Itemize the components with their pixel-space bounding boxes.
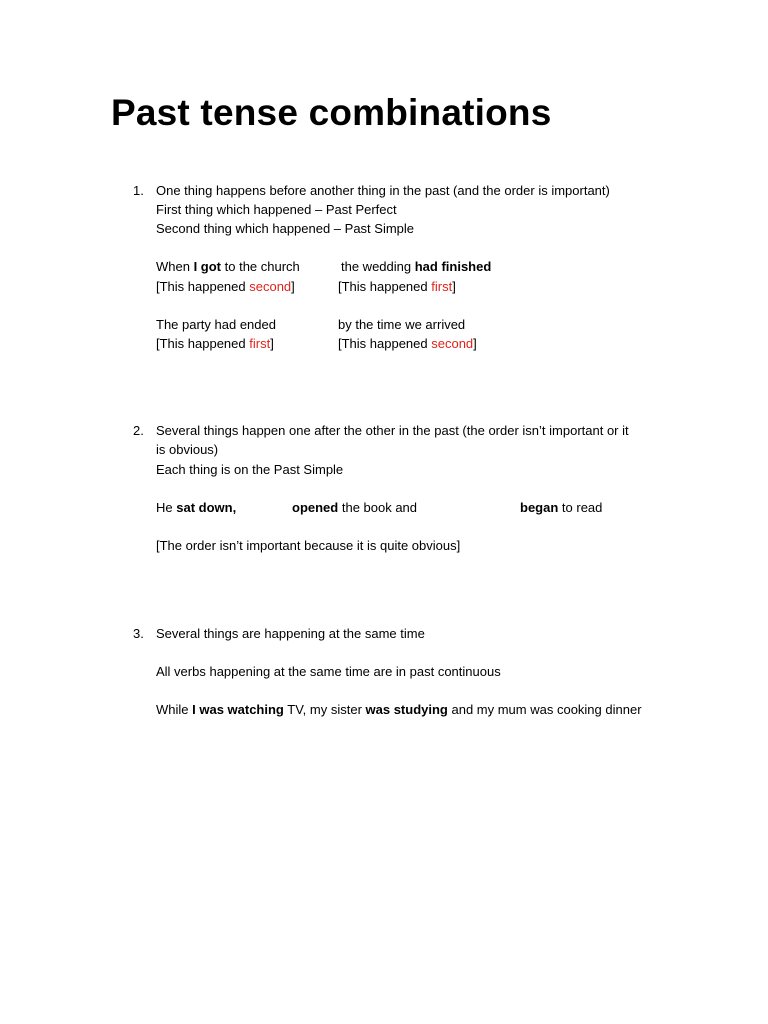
- text: [This happened: [338, 279, 432, 294]
- order-word: first: [431, 279, 453, 294]
- section-2-example-part3: [520, 498, 602, 517]
- section-1-example2-left: The party had ended: [156, 317, 276, 332]
- section-3-line2: All verbs happening at the same time are in past continuous: [156, 664, 501, 679]
- text: ]: [291, 279, 295, 294]
- page-title: Past tense combinations: [111, 92, 552, 133]
- section-3-intro: Several things are happening at the same time: [156, 626, 425, 641]
- section-2-intro-continued: is obvious): [156, 442, 219, 457]
- section-1-example2-right-tag: [338, 334, 477, 353]
- text: the book and: [338, 500, 418, 515]
- text: ]: [452, 279, 456, 294]
- section-3-example: [156, 700, 642, 719]
- bold-verb: was studying: [365, 702, 448, 717]
- order-word: first: [249, 336, 271, 351]
- text: While: [156, 702, 193, 717]
- bold-verb: I was watching: [192, 702, 284, 717]
- text: the wedding: [341, 259, 415, 274]
- text: [This happened: [156, 336, 250, 351]
- section-1-example1-right: [341, 257, 491, 276]
- section-1-number: 1.: [133, 183, 144, 198]
- section-1-example2-left-tag: [156, 334, 274, 353]
- text: He: [156, 500, 177, 515]
- bold-verb: sat down,: [176, 500, 237, 515]
- section-2-example-part1: [156, 498, 236, 517]
- text: [This happened: [338, 336, 432, 351]
- section-3-number: 3.: [133, 626, 144, 641]
- bold-verb: began: [520, 500, 559, 515]
- section-1-line2: First thing which happened – Past Perfect: [156, 202, 397, 217]
- section-1-line3: Second thing which happened – Past Simple: [156, 221, 415, 236]
- order-word: second: [249, 279, 292, 294]
- bold-verb: had finished: [414, 259, 492, 274]
- section-1-example1-right-tag: [338, 277, 456, 296]
- order-word: second: [431, 336, 474, 351]
- section-1-example2-right: by the time we arrived: [338, 317, 466, 332]
- section-1-example1-left-tag: [156, 277, 295, 296]
- bold-verb: I got: [193, 259, 222, 274]
- text: When: [156, 259, 194, 274]
- bold-verb: opened: [292, 500, 339, 515]
- text: TV, my sister: [283, 702, 366, 717]
- text: to the church: [221, 259, 300, 274]
- text: ]: [270, 336, 274, 351]
- text: ]: [473, 336, 477, 351]
- section-2-intro: Several things happen one after the other in the past (the order isn’t important or it: [156, 423, 629, 438]
- section-1-example1-left: [156, 257, 300, 276]
- text: and my mum was cooking dinner: [447, 702, 642, 717]
- section-2-note: [The order isn’t important because it is quite obvious]: [156, 538, 461, 553]
- section-2-example-part2: [292, 498, 417, 517]
- section-1-intro: One thing happens before another thing in the past (and the order is important): [156, 183, 610, 198]
- text: to read: [558, 500, 603, 515]
- section-2-line2: Each thing is on the Past Simple: [156, 462, 344, 477]
- text: [This happened: [156, 279, 250, 294]
- section-2-number: 2.: [133, 423, 144, 438]
